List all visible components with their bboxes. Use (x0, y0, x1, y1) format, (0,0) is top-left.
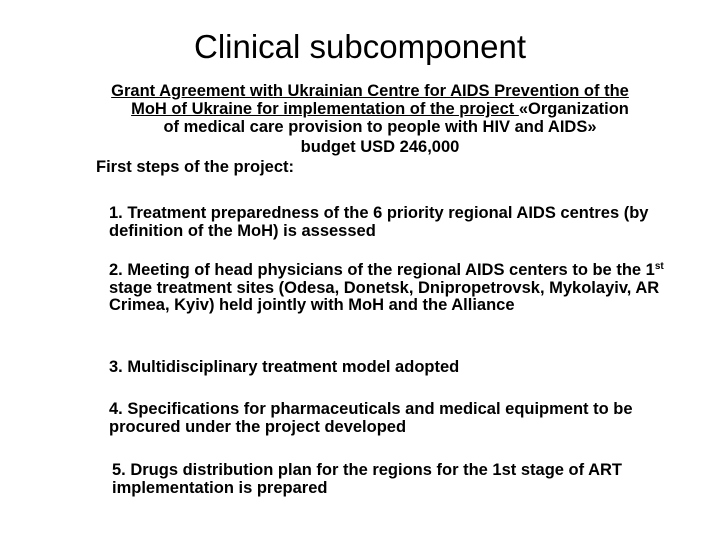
step-item-3: 3. Multidisciplinary treatment model adopted (109, 358, 460, 376)
step-item-1: 1. Treatment preparedness of the 6 priority regional AIDS centres (by definition of the MoH) is assessed (109, 204, 649, 240)
steps-heading: First steps of the project: (96, 158, 295, 176)
step-item-2-sup: st (654, 261, 664, 272)
intro-line-2-underlined: MoH of Ukraine for implementation of the project (131, 100, 519, 118)
budget-line: budget USD 246,000 (300, 138, 460, 156)
step-item-2-post: stage treatment sites (Odesa, Donetsk, Dnipropetrovsk, Mykolayiv, AR Crimea, Kyiv) held jointly with MoH and the Alliance (109, 278, 660, 314)
step-item-2 (109, 262, 679, 315)
intro-line-1-text: Grant Agreement with Ukrainian Centre for AIDS Prevention of the (111, 82, 629, 100)
intro-line-1 (60, 82, 680, 100)
intro-line-2 (70, 100, 690, 118)
intro-line-2-rest: «Organization (518, 100, 629, 118)
slide-title: Clinical subcomponent (193, 28, 526, 65)
step-item-5: 5. Drugs distribution plan for the regions for the 1st stage of ART implementation is prepared (112, 461, 623, 497)
intro-line-3: of medical care provision to people with HIV and AIDS» (163, 118, 597, 136)
step-item-4: 4. Specifications for pharmaceuticals and medical equipment to be procured under the project developed (109, 400, 633, 436)
step-item-2-pre: 2. Meeting of head physicians of the regional AIDS centers to be the 1 (109, 261, 655, 279)
